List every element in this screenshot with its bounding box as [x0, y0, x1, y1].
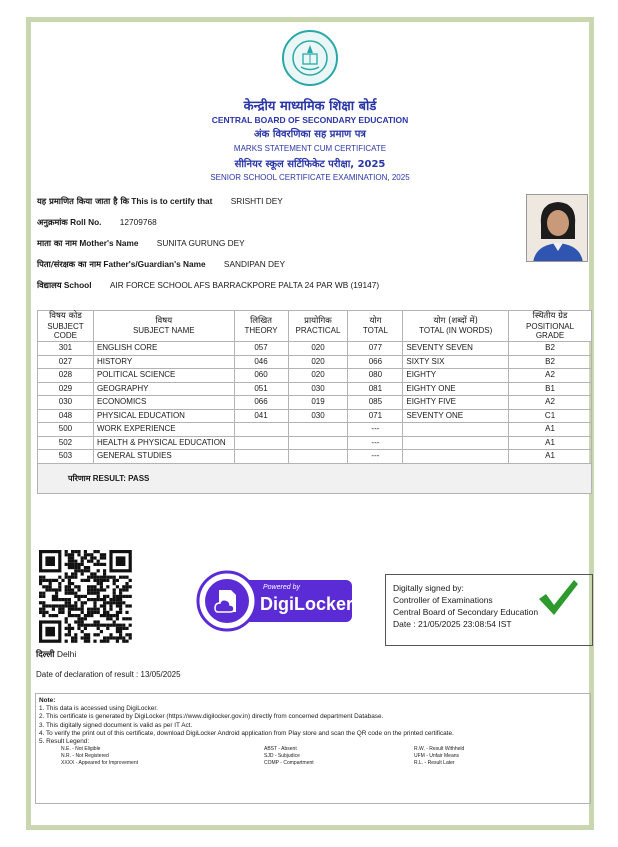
cell-grade: B1 [509, 382, 592, 396]
cell-total: 066 [348, 355, 403, 369]
candidate-name: SRISHTI DEY [230, 196, 283, 206]
place-english: Delhi [56, 649, 77, 659]
exam-name-hindi: सीनियर स्कूल सर्टिफिकेट परीक्षा, 2025 [234, 159, 386, 170]
cell-grade: B2 [509, 355, 592, 369]
cell-total: 085 [348, 396, 403, 410]
cell-total: 077 [348, 342, 403, 356]
cell-practical [288, 436, 348, 450]
cell-practical [288, 423, 348, 437]
father-name: SANDIPAN DEY [223, 259, 286, 269]
cell-subject: WORK EXPERIENCE [93, 423, 234, 437]
cell-total: 081 [348, 382, 403, 396]
place-hindi: दिल्ली [36, 650, 55, 660]
notes-title: Note: [39, 697, 56, 704]
cell-words: EIGHTY ONE [403, 382, 509, 396]
cell-words: SEVENTY SEVEN [403, 342, 509, 356]
mother-name: SUNITA GURUNG DEY [156, 238, 245, 248]
certify-label: This is to certify that [131, 196, 213, 206]
legend-item: N.R. - Not Registered [61, 753, 109, 760]
header-subject-name: विषय SUBJECT NAME [93, 311, 234, 342]
table-header-row [38, 311, 592, 342]
document-title-hindi: अंक विवरणिका सह प्रमाण पत्र [254, 129, 366, 140]
cell-practical: 020 [288, 355, 348, 369]
certify-hindi: यह प्रमाणित किया जाता है कि [37, 196, 129, 206]
cell-practical: 019 [288, 396, 348, 410]
cell-words [403, 423, 509, 437]
cell-total: 071 [348, 409, 403, 423]
note-item: 3. This digitally signed document is valid as per IT Act. [39, 721, 193, 729]
cell-code: 027 [38, 355, 94, 369]
cell-words [403, 450, 509, 464]
mother-label: Mother's Name [79, 238, 139, 248]
sign-line-3: Central Board of Secondary Education [393, 607, 539, 617]
cell-grade: A2 [509, 396, 592, 410]
digilocker-brand-text: DigiLocker [260, 594, 354, 614]
cell-grade: A1 [509, 450, 592, 464]
cell-code: 028 [38, 369, 94, 383]
cell-practical: 030 [288, 409, 348, 423]
cell-code: 048 [38, 409, 94, 423]
header-grade: स्थितीय ग्रेड POSITIONAL GRADE [509, 311, 592, 342]
cell-theory [234, 450, 288, 464]
legend-item: SJD - Subjudice [264, 753, 300, 760]
father-label: Father's/Guardian's Name [103, 259, 206, 269]
declaration-date: Date of declaration of result : 13/05/2025 [36, 670, 181, 679]
exam-name-english: SENIOR SCHOOL CERTIFICATE EXAMINATION, 2025 [210, 173, 410, 182]
legend-item: UFM - Unfair Means [414, 753, 460, 760]
powered-by-text: Powered by [263, 584, 300, 591]
digilocker-badge [196, 570, 356, 632]
cell-words [403, 436, 509, 450]
cell-code: 500 [38, 423, 94, 437]
sign-line-1: Digitally signed by: [393, 583, 464, 593]
mother-hindi: माता का नाम [37, 238, 78, 248]
roll-label: Roll No. [70, 217, 102, 227]
cell-words: EIGHTY [403, 369, 509, 383]
table-row [38, 369, 592, 383]
header-theory: लिखित THEORY [234, 311, 288, 342]
cell-total: --- [348, 450, 403, 464]
result-row [38, 463, 592, 493]
cell-subject: PHYSICAL EDUCATION [93, 409, 234, 423]
cell-subject: POLITICAL SCIENCE [93, 369, 234, 383]
table-row [38, 423, 592, 437]
certify-line [37, 196, 283, 207]
legend-item: ABST - Absent [264, 746, 297, 753]
cell-grade: A1 [509, 423, 592, 437]
table-row [38, 436, 592, 450]
cell-code: 029 [38, 382, 94, 396]
cell-total: --- [348, 423, 403, 437]
cell-words: SIXTY SIX [403, 355, 509, 369]
cell-grade: B2 [509, 342, 592, 356]
cell-code: 301 [38, 342, 94, 356]
cell-grade: A2 [509, 369, 592, 383]
legend-item: N.E. - Not Eligible [61, 746, 101, 753]
note-item: 2. This certificate is generated by DigiLocker (https://www.digilocker.gov.in) directly from concerned department Database. [39, 713, 384, 721]
header-total: योग TOTAL [348, 311, 403, 342]
qr-code [38, 549, 133, 643]
cell-code: 502 [38, 436, 94, 450]
document-title-english: MARKS STATEMENT CUM CERTIFICATE [233, 144, 387, 153]
legend-item: XXXX - Appeared for Improvement [61, 760, 138, 767]
table-row [38, 355, 592, 369]
result-hindi: परिणाम [68, 473, 91, 483]
roll-line [37, 217, 157, 228]
notes-box [35, 693, 591, 804]
legend-item: R.L. - Result Later [414, 760, 455, 767]
cell-code: 503 [38, 450, 94, 464]
cell-theory: 041 [234, 409, 288, 423]
cell-practical: 030 [288, 382, 348, 396]
cell-subject: GEOGRAPHY [93, 382, 234, 396]
cell-practical: 020 [288, 342, 348, 356]
table-row [38, 409, 592, 423]
cell-subject: HISTORY [93, 355, 234, 369]
school-label: School [63, 280, 92, 290]
cell-grade: C1 [509, 409, 592, 423]
cell-theory: 057 [234, 342, 288, 356]
legend-item: R.W. - Result Withheld [414, 746, 465, 753]
board-name-hindi: केन्द्रीय माध्यमिक शिक्षा बोर्ड [243, 99, 377, 114]
checkmark-icon [536, 577, 580, 620]
header-total-words: योग (शब्दों में) TOTAL (IN WORDS) [403, 311, 509, 342]
note-item: 4. To verify the print out of this certificate, download DigiLocker Android application from Play store and scan the QR code on the printed certificate. [39, 729, 454, 737]
result-legend [39, 746, 587, 767]
cell-subject: GENERAL STUDIES [93, 450, 234, 464]
table-row [38, 342, 592, 356]
school-line [37, 280, 379, 291]
place-of-issue [36, 649, 76, 660]
table-row [38, 396, 592, 410]
board-name-english: CENTRAL BOARD OF SECONDARY EDUCATION [211, 115, 409, 125]
table-row [38, 382, 592, 396]
cell-words: EIGHTY FIVE [403, 396, 509, 410]
cell-theory [234, 436, 288, 450]
cell-theory: 066 [234, 396, 288, 410]
certificate-frame [26, 17, 594, 830]
result-cell [38, 463, 592, 493]
note-item: 1. This data is accessed using DigiLocker. [39, 705, 158, 713]
header-subject-code: विषय कोड SUBJECT CODE [38, 311, 94, 342]
note-item: 5. Result Legend: [39, 738, 90, 746]
cell-theory: 060 [234, 369, 288, 383]
marks-table [37, 310, 592, 494]
cell-subject: ENGLISH CORE [93, 342, 234, 356]
cell-words: SEVENTY ONE [403, 409, 509, 423]
header-practical: प्रायोगिक PRACTICAL [288, 311, 348, 342]
candidate-photo [526, 194, 588, 262]
sign-line-2: Controller of Examinations [393, 595, 493, 605]
roll-number: 12709768 [119, 217, 157, 227]
digital-signature-box [385, 574, 593, 646]
school-name: AIR FORCE SCHOOL AFS BARRACKPORE PALTA 24 PAR WB (19147) [109, 280, 380, 290]
result-label: RESULT: PASS [92, 473, 150, 483]
cbse-logo-icon [282, 30, 338, 86]
cell-practical [288, 450, 348, 464]
school-hindi: विद्यालय [37, 280, 62, 290]
mother-line [37, 238, 245, 249]
cell-subject: HEALTH & PHYSICAL EDUCATION [93, 436, 234, 450]
cell-total: 080 [348, 369, 403, 383]
cell-theory: 046 [234, 355, 288, 369]
cell-grade: A1 [509, 436, 592, 450]
cell-total: --- [348, 436, 403, 450]
cell-theory: 051 [234, 382, 288, 396]
cell-code: 030 [38, 396, 94, 410]
sign-line-4: Date : 21/05/2025 23:08:54 IST [393, 619, 512, 629]
table-row [38, 450, 592, 464]
legend-item: COMP - Compartment [264, 760, 314, 767]
father-line [37, 259, 285, 270]
father-hindi: पिता/संरक्षक का नाम [37, 259, 102, 269]
cell-subject: ECONOMICS [93, 396, 234, 410]
roll-hindi: अनुक्रमांक [37, 217, 68, 227]
cell-theory [234, 423, 288, 437]
cell-practical: 020 [288, 369, 348, 383]
